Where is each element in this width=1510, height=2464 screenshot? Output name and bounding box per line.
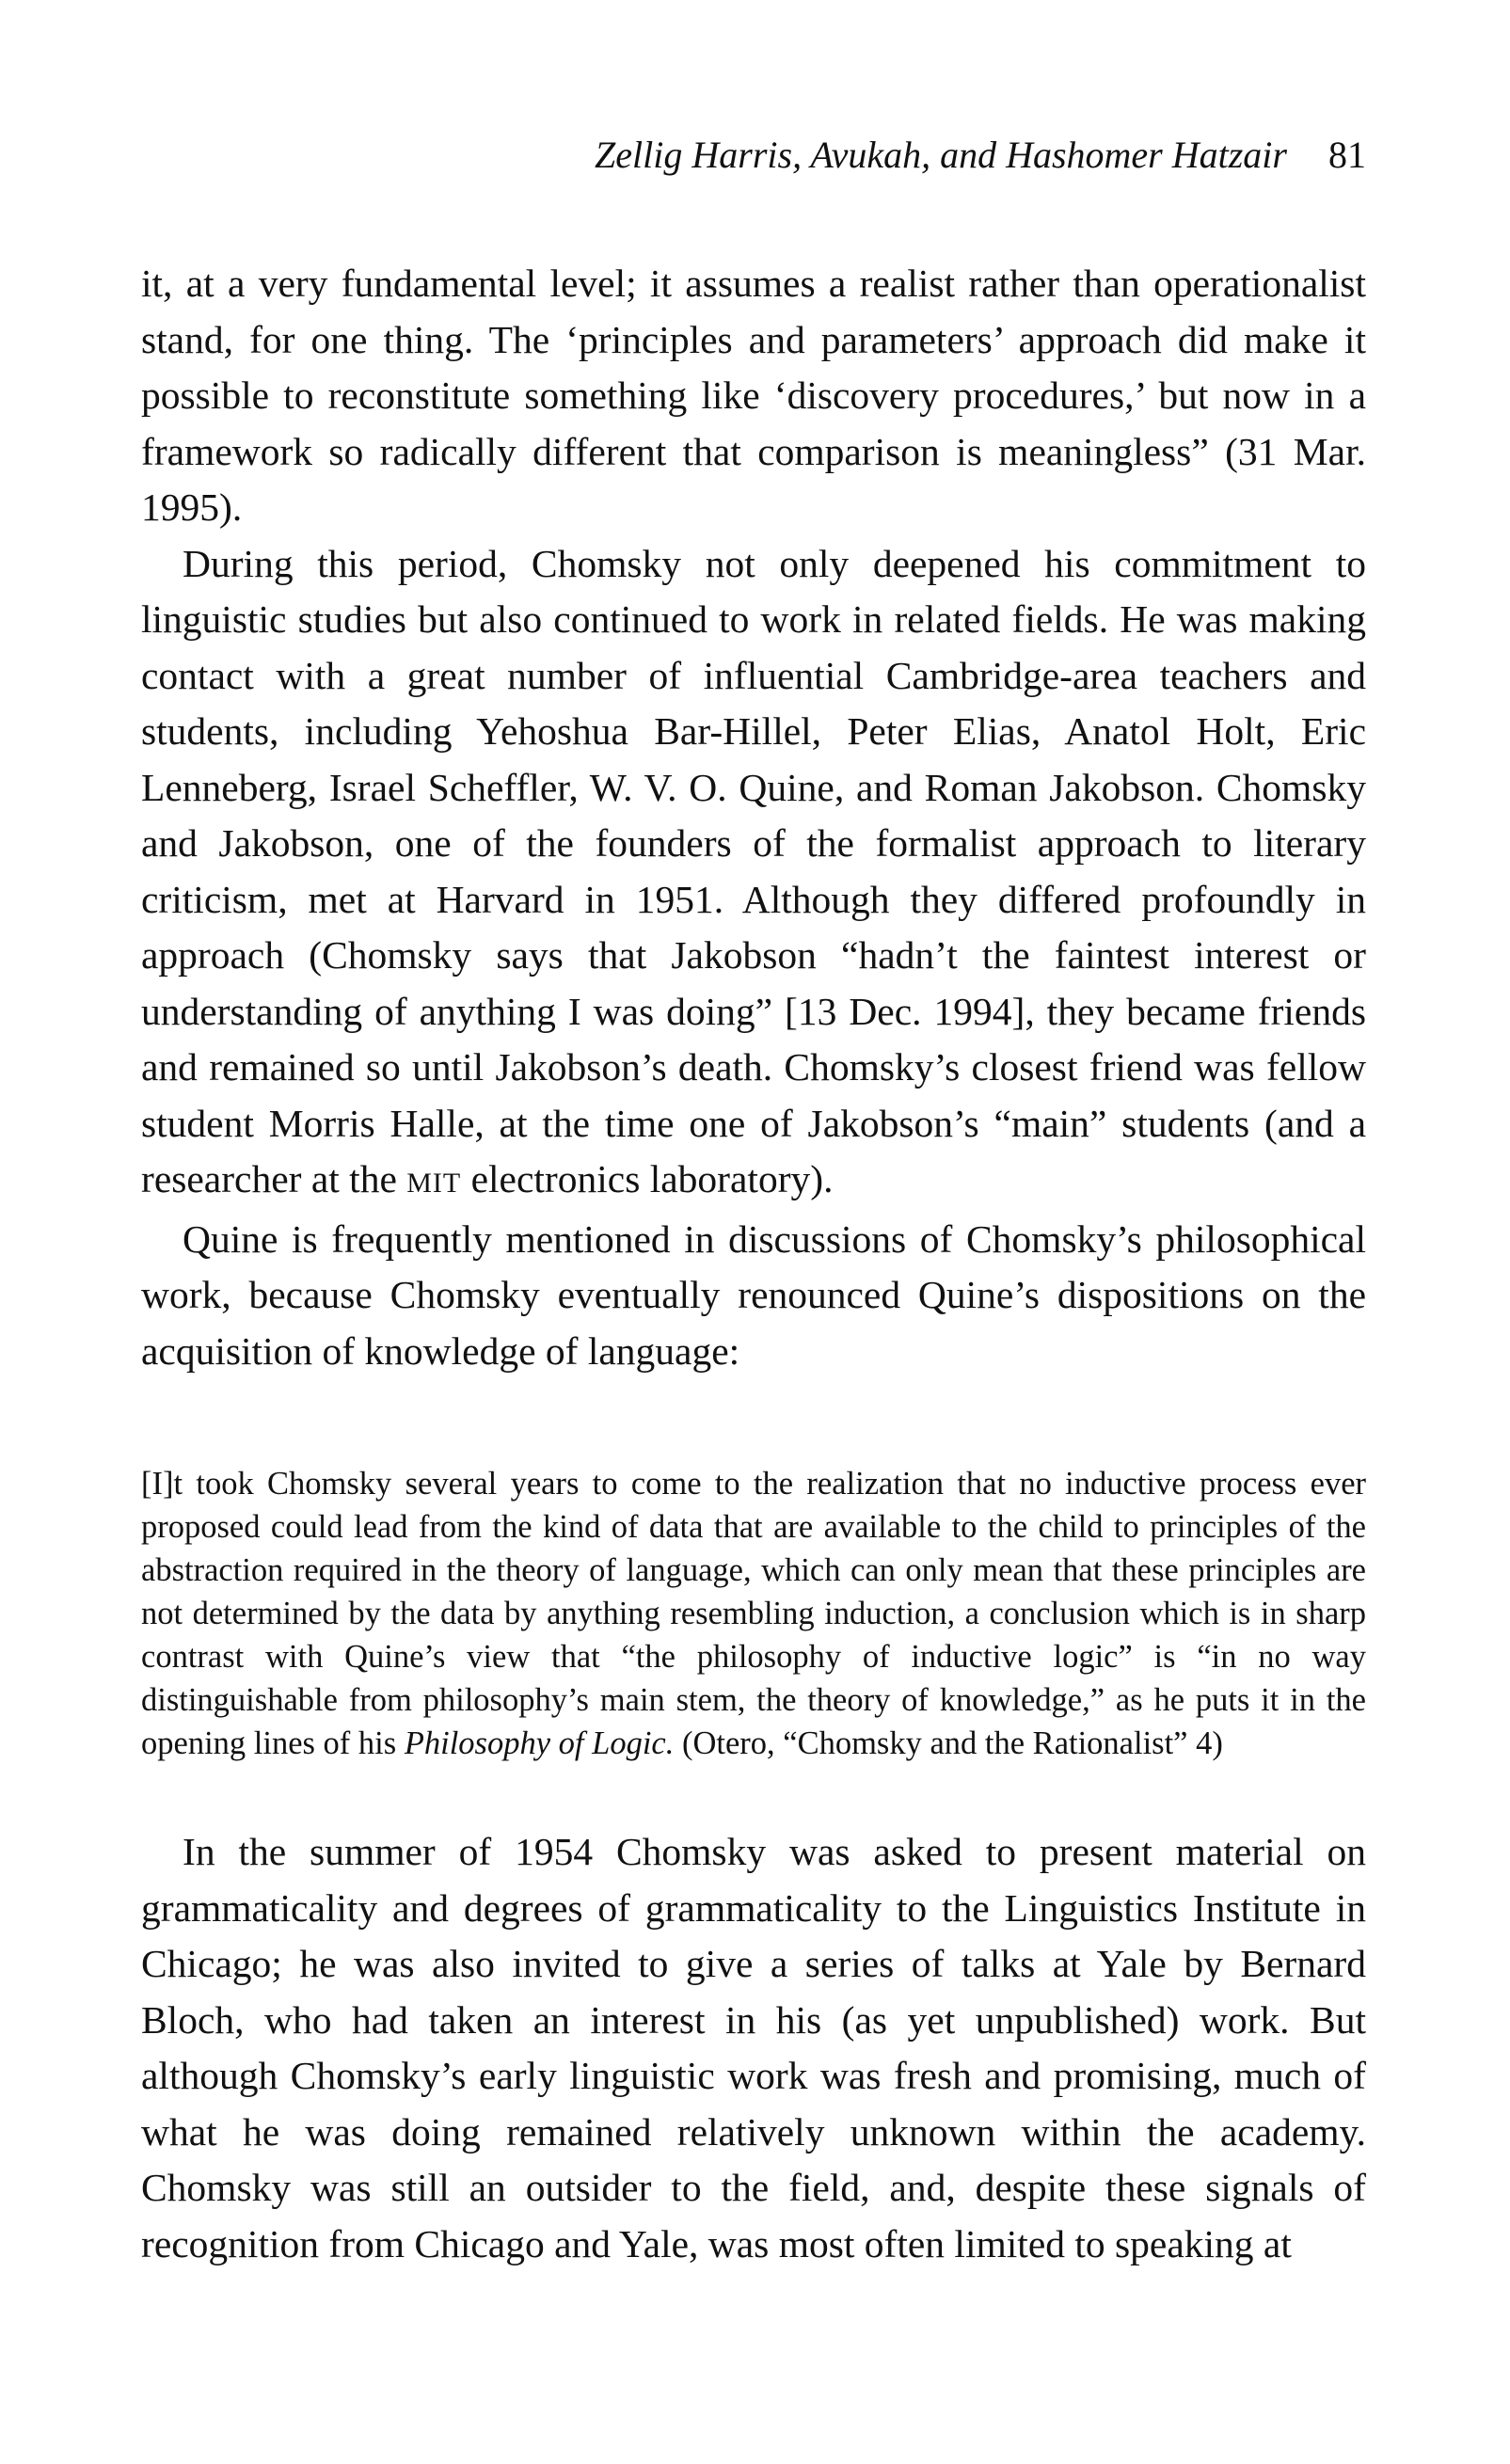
mit-smallcaps: MIT <box>406 1168 462 1199</box>
block-quote-text: [I]t took Chomsky several years to come to the realization that no inductive process ever proposed could lead from the kind of data that are available to the child to principles of the abstraction required in the theory of language, which can only mean that these principles are not determined by the data by anything resembling induction, a conclusion which is in sharp contrast with Quine’s view that “the philosophy of inductive logic” is “in no way distinguishable from philosophy’s main stem, the theory of knowledge,” as he puts it in the opening lines of his <box>141 1466 1366 1761</box>
paragraph-this-period <box>141 536 1366 1212</box>
body-text-top <box>141 256 1366 1379</box>
paragraph-continuation: it, at a very fundamental level; it assumes a realist rather than operationalist stand, for one thing. The ‘principles and parameters’ approach did make it possible to reconstitute something like ‘discovery procedures,’ but now in a framework so radically different that comparison is meaningless” (31 Mar. 1995). <box>141 262 1366 529</box>
paragraph-this-period-end: electronics laboratory). <box>470 1157 834 1200</box>
paragraph-summer-1954: In the summer of 1954 Chomsky was asked to present material on grammaticality and degrees of grammaticality to the Linguistics Institute in Chicago; he was also invited to give a series of talks at Yale by Bernard Bloch, who had taken an interest in his (as yet unpublished) work. But although Chomsky’s early linguistic work was fresh and promising, much of what he was doing remained relatively unknown within the academy. Chomsky was still an outsider to the field, and, despite these signals of recognition from Chicago and Yale, was most often limited to speaking at <box>141 1830 1366 2265</box>
running-head-title: Zellig Harris, Avukah, and Hashomer Hatzair <box>595 134 1287 176</box>
paragraph-this-period-text: During this period, Chomsky not only deepened his commitment to linguistic studies but also continued to work in related fields. He was making contact with a great number of influential Cambridge-area teachers and students, including Yehoshua Bar-Hillel, Peter Elias, Anatol Holt, Eric Lenneberg, Israel Scheffler, W. V. O. Quine, and Roman Jakobson. Chomsky and Jakobson, one of the founders of the formalist approach to literary criticism, met at Harvard in 1951. Although they differed profoundly in approach (Chomsky says that Jakobson “hadn’t the faintest interest or understanding of anything I was doing” [13 Dec. 1994], they became friends and remained so until Jakobson’s death. Chomsky’s closest friend was fellow student Morris Halle, at the time one of Jakobson’s “main” students (and a researcher at the <box>141 541 1366 1200</box>
book-page <box>141 0 1366 2464</box>
block-quote-book-title: Philosophy of Logic. <box>404 1725 675 1761</box>
body-text-bottom <box>141 1824 1366 2272</box>
paragraph-quine: Quine is frequently mentioned in discussions of Chomsky’s philosophical work, because Chomsky eventually renounced Quine’s dispositions on the acquisition of knowledge of language: <box>141 1216 1366 1373</box>
page-number: 81 <box>1328 134 1366 176</box>
running-head <box>141 132 1366 179</box>
block-quote <box>141 1462 1366 1765</box>
block-quote-citation: (Otero, “Chomsky and the Rationalist” 4) <box>681 1725 1223 1761</box>
